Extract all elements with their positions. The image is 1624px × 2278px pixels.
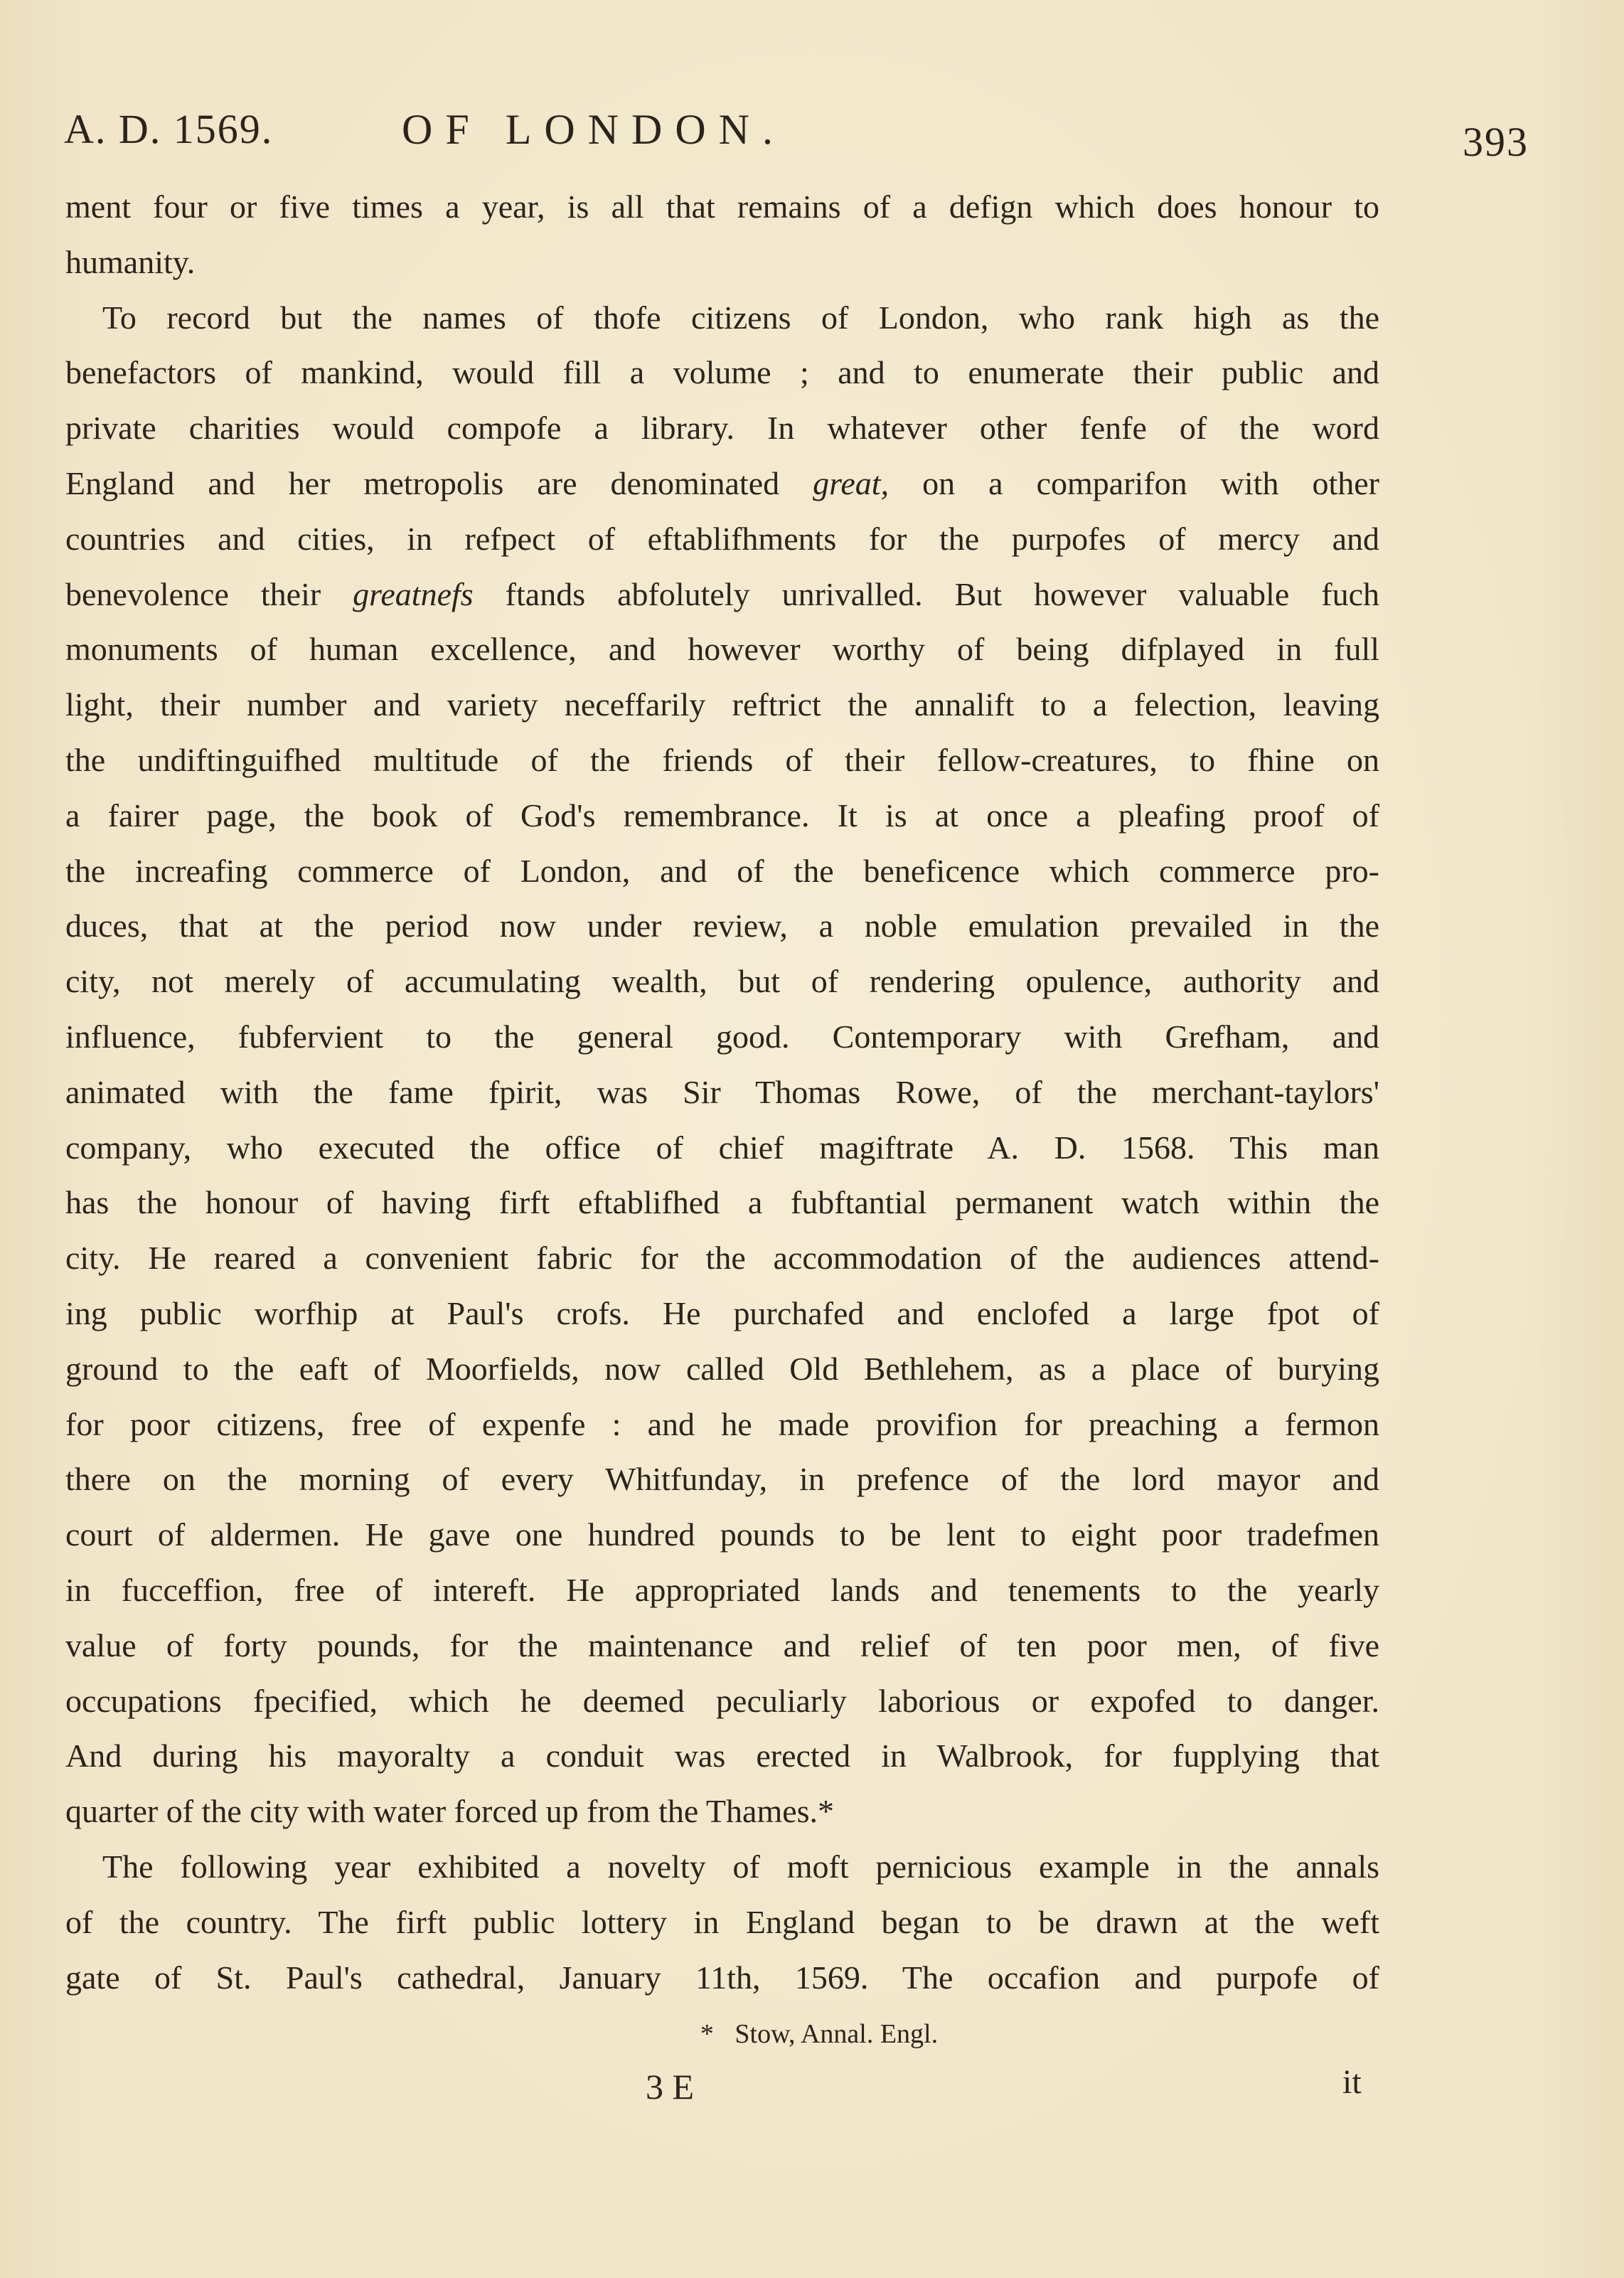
running-head bbox=[64, 105, 1529, 169]
catchword: it bbox=[1342, 2063, 1362, 2101]
footnote bbox=[0, 2018, 1624, 2050]
text-line: there on the morning of every Whitfunday, in prefence of the lord mayor and bbox=[65, 1461, 1379, 1498]
signature-mark: 3 E bbox=[646, 2067, 695, 2107]
text-line: of the country. The firft public lottery in England began to be drawn at the weft bbox=[65, 1903, 1379, 1940]
text-line: private charities would compofe a library. In whatever other fenfe of the word bbox=[65, 410, 1379, 447]
text-line: a fairer page, the book of God's remembrance. It is at once a pleafing proof of bbox=[65, 797, 1379, 834]
text-line: humanity. bbox=[65, 243, 196, 280]
text-line: countries and cities, in refpect of eftablifhments for the purpofes of mercy and bbox=[65, 520, 1379, 557]
text-line: gate of St. Paul's cathedral, January 11th, 1569. The occafion and purpofe of bbox=[65, 1959, 1379, 1996]
body-text bbox=[65, 179, 1379, 2005]
text-line: benevolence their greatnefs ftands abfolutely unrivalled. But however valuable fuch bbox=[65, 575, 1379, 612]
running-head-title: OF LONDON. bbox=[402, 106, 786, 153]
italic-word: great, bbox=[813, 464, 890, 501]
text-line: court of aldermen. He gave one hundred pounds to be lent to eight poor tradefmen bbox=[65, 1516, 1379, 1553]
text-line: the undiftinguifhed multitude of the friends of their fellow-creatures, to fhine on bbox=[65, 741, 1379, 778]
text-line: quarter of the city with water forced up from the Thames.* bbox=[65, 1793, 835, 1830]
text-line: ing public worfhip at Paul's crofs. He purchafed and enclofed a large fpot of bbox=[65, 1294, 1379, 1331]
running-head-year: A. D. 1569. bbox=[64, 106, 274, 152]
text-line: To record but the names of thofe citizens of London, who rank high as the bbox=[102, 299, 1379, 336]
text-line: England and her metropolis are denominated great, on a comparifon with other bbox=[65, 464, 1379, 501]
text-line: city. He reared a convenient fabric for the accommodation of the audiences attend- bbox=[65, 1240, 1379, 1277]
text-line: benefactors of mankind, would fill a volume ; and to enumerate their public and bbox=[65, 354, 1379, 391]
text-line: And during his mayoralty a conduit was erected in Walbrook, for fupplying that bbox=[65, 1737, 1379, 1774]
text-line: occupations fpecified, which he deemed peculiarly laborious or expofed to danger. bbox=[65, 1682, 1379, 1719]
text-line: for poor citizens, free of expenfe : and he made provifion for preaching a fermon bbox=[65, 1405, 1379, 1442]
text-line: the increafing commerce of London, and of the beneficence which commerce pro- bbox=[65, 852, 1379, 889]
text-line: company, who executed the office of chief magiftrate A. D. 1568. This man bbox=[65, 1129, 1379, 1166]
text-line: has the honour of having firft eftablifhed a fubftantial permanent watch within the bbox=[65, 1184, 1379, 1221]
italic-word: greatnefs bbox=[353, 575, 474, 612]
page-number: 393 bbox=[1463, 119, 1529, 165]
text-line: in fucceffion, free of intereft. He appropriated lands and tenements to the yearly bbox=[65, 1571, 1379, 1608]
text-line: value of forty pounds, for the maintenance and relief of ten poor men, of five bbox=[65, 1627, 1379, 1664]
text-line: light, their number and variety neceffarily reftrict the annalift to a felection, leaving bbox=[65, 686, 1379, 723]
text-line: ground to the eaft of Moorfields, now called Old Bethlehem, as a place of burying bbox=[65, 1350, 1379, 1387]
text-line: duces, that at the period now under review, a noble emulation prevailed in the bbox=[65, 908, 1379, 944]
text-line: animated with the fame fpirit, was Sir Thomas Rowe, of the merchant-taylors' bbox=[65, 1073, 1379, 1110]
footnote-mark: * bbox=[700, 2019, 714, 2049]
footnote-text: Stow, Annal. Engl. bbox=[734, 2019, 939, 2049]
text-line: The following year exhibited a novelty of moft pernicious example in the annals bbox=[102, 1848, 1379, 1885]
text-line: influence, fubfervient to the general good. Contemporary with Grefham, and bbox=[65, 1018, 1379, 1055]
text-line: city, not merely of accumulating wealth, but of rendering opulence, authority and bbox=[65, 963, 1379, 1000]
text-line: monuments of human excellence, and however worthy of being difplayed in full bbox=[65, 631, 1379, 668]
text-line: ment four or five times a year, is all that remains of a defign which does honour to bbox=[65, 188, 1379, 225]
